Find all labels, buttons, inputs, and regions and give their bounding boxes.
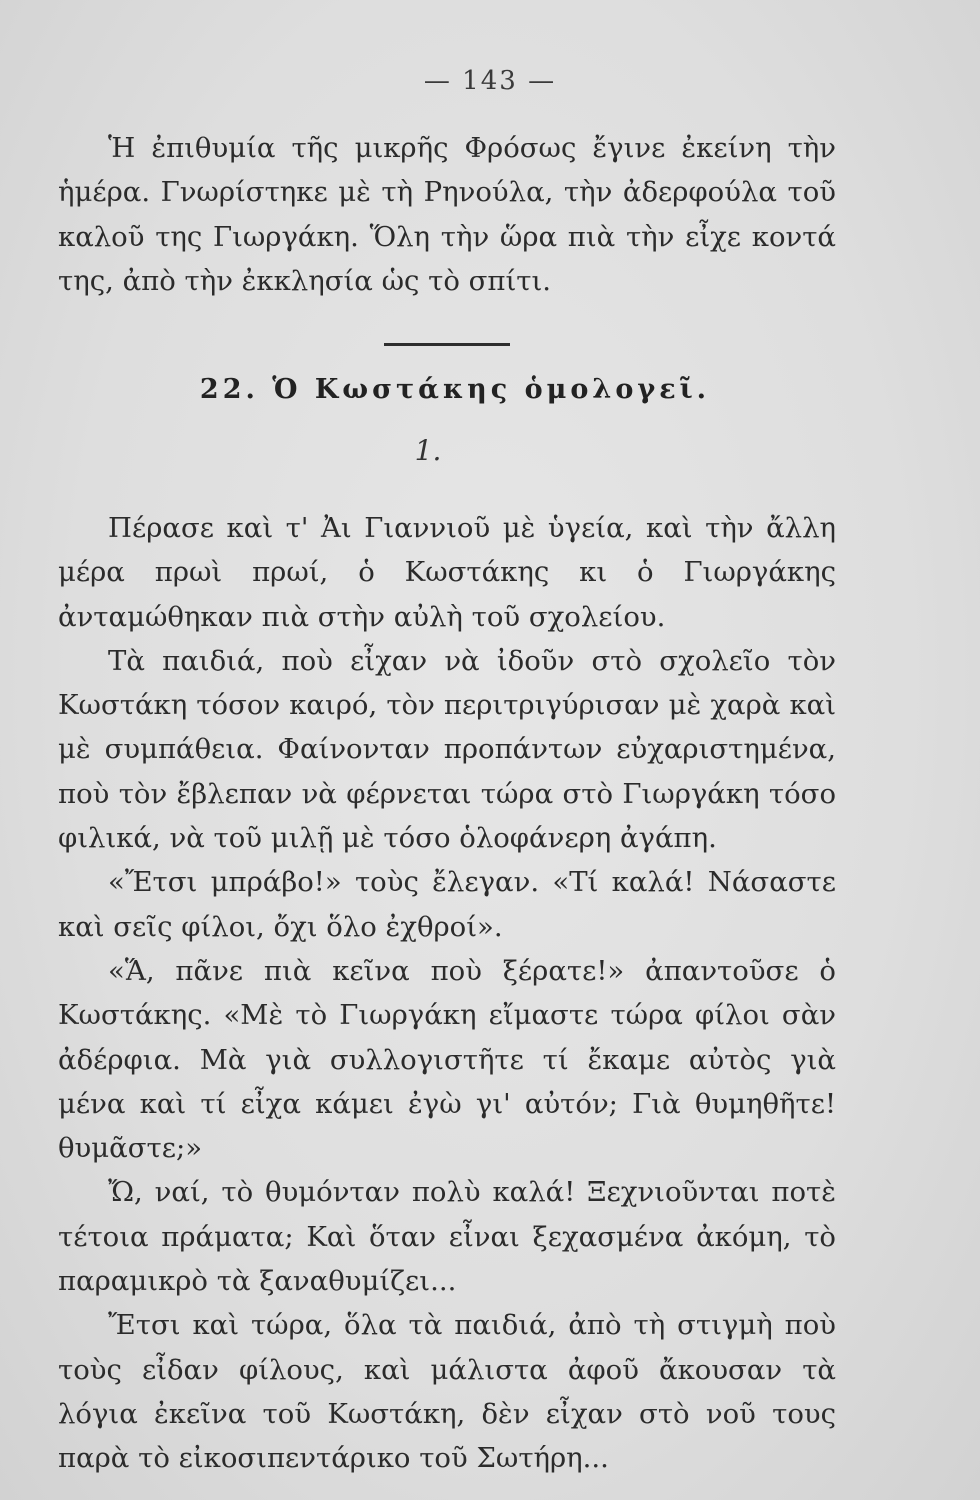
section-divider <box>384 343 510 346</box>
paragraph: «Ἅ, πᾶνε πιὰ κεῖνα ποὺ ξέρατε!» ἀπαντοῦσε ὁ Κωστάκης. «Μὲ τὸ Γιωργάκη εἴμαστε τώρα φίλοι σὰν ἀδέρφια. Μὰ γιὰ συλλογιστῆτε τί ἔκαμε αὐτὸς γιὰ μένα καὶ τί εἶχα κάμει ἐγὼ γι' αὐτόν; Γιὰ θυμηθῆτε! θυμᾶστε;» <box>58 954 836 1165</box>
paragraph: Ἔτσι καὶ τώρα, ὅλα τὰ παιδιά, ἀπὸ τὴ στιγμὴ ποὺ τοὺς εἶδαν φίλους, καὶ μάλιστα ἀφοῦ ἄκουσαν τὰ λόγια ἐκεῖνα τοῦ Κωστάκη, δὲν εἶχαν στὸ νοῦ τους παρὰ τὸ εἰκοσιπεντάρικο τοῦ Σωτήρη... <box>58 1309 836 1475</box>
paragraph: Ὤ, ναί, τὸ θυμόνταν πολὺ καλά! Ξεχνιοῦνται ποτὲ τέτοια πράματα; Καὶ ὅταν εἶναι ξεχασμένα ἀκόμη, τὸ παραμικρὸ τὰ ξαναθυμίζει... <box>58 1176 836 1298</box>
chapter-body <box>58 506 836 1481</box>
page-number: — 143 — <box>423 66 557 96</box>
paragraph: Τὰ παιδιά, ποὺ εἶχαν νὰ ἰδοῦν στὸ σχολεῖο τὸν Κωστάκη τόσον καιρό, τὸν περιτριγύρισαν μὲ χαρὰ καὶ μὲ συμπάθεια. Φαίνονταν προπάντων εὐχαριστημένα, ποὺ τὸν ἔβλεπαν νὰ φέρνεται τώρα στὸ Γιωργάκη τόσο φιλικά, νὰ τοῦ μιλῇ μὲ τόσο ὁλοφάνερη ἀγάπη. <box>58 644 836 855</box>
intro-paragraph: Ἡ ἐπιθυμία τῆς μικρῆς Φρόσως ἔγινε ἐκείνη τὴν ἡμέρα. Γνωρίστηκε μὲ τὴ Ρηνούλα, τὴν ἀδερφούλα τοῦ καλοῦ της Γιωργάκη. Ὅλη τὴν ὥρα πιὰ τὴν εἶχε κοντά της, ἀπὸ τὴν ἐκκλησία ὡς τὸ σπίτι. <box>58 132 836 297</box>
paragraph: Πέρασε καὶ τ' Ἀι Γιαννιοῦ μὲ ὑγεία, καὶ τὴν ἄλλη μέρα πρωὶ πρωί, ὁ Κωστάκης κι ὁ Γιωργάκης ἀνταμώθηκαν πιὰ στὴν αὐλὴ τοῦ σχολείου. <box>58 512 836 633</box>
intro-text <box>58 126 836 303</box>
chapter-title: 22. Ὁ Κωστάκης ὁμολογεῖ. <box>199 374 711 405</box>
paragraph: «Ἔτσι μπράβο!» τοὺς ἔλεγαν. «Τί καλά! Νάσαστε καὶ σεῖς φίλοι, ὄχι ὅλο ἐχθροί». <box>58 866 836 943</box>
section-number: 1. <box>414 434 442 467</box>
